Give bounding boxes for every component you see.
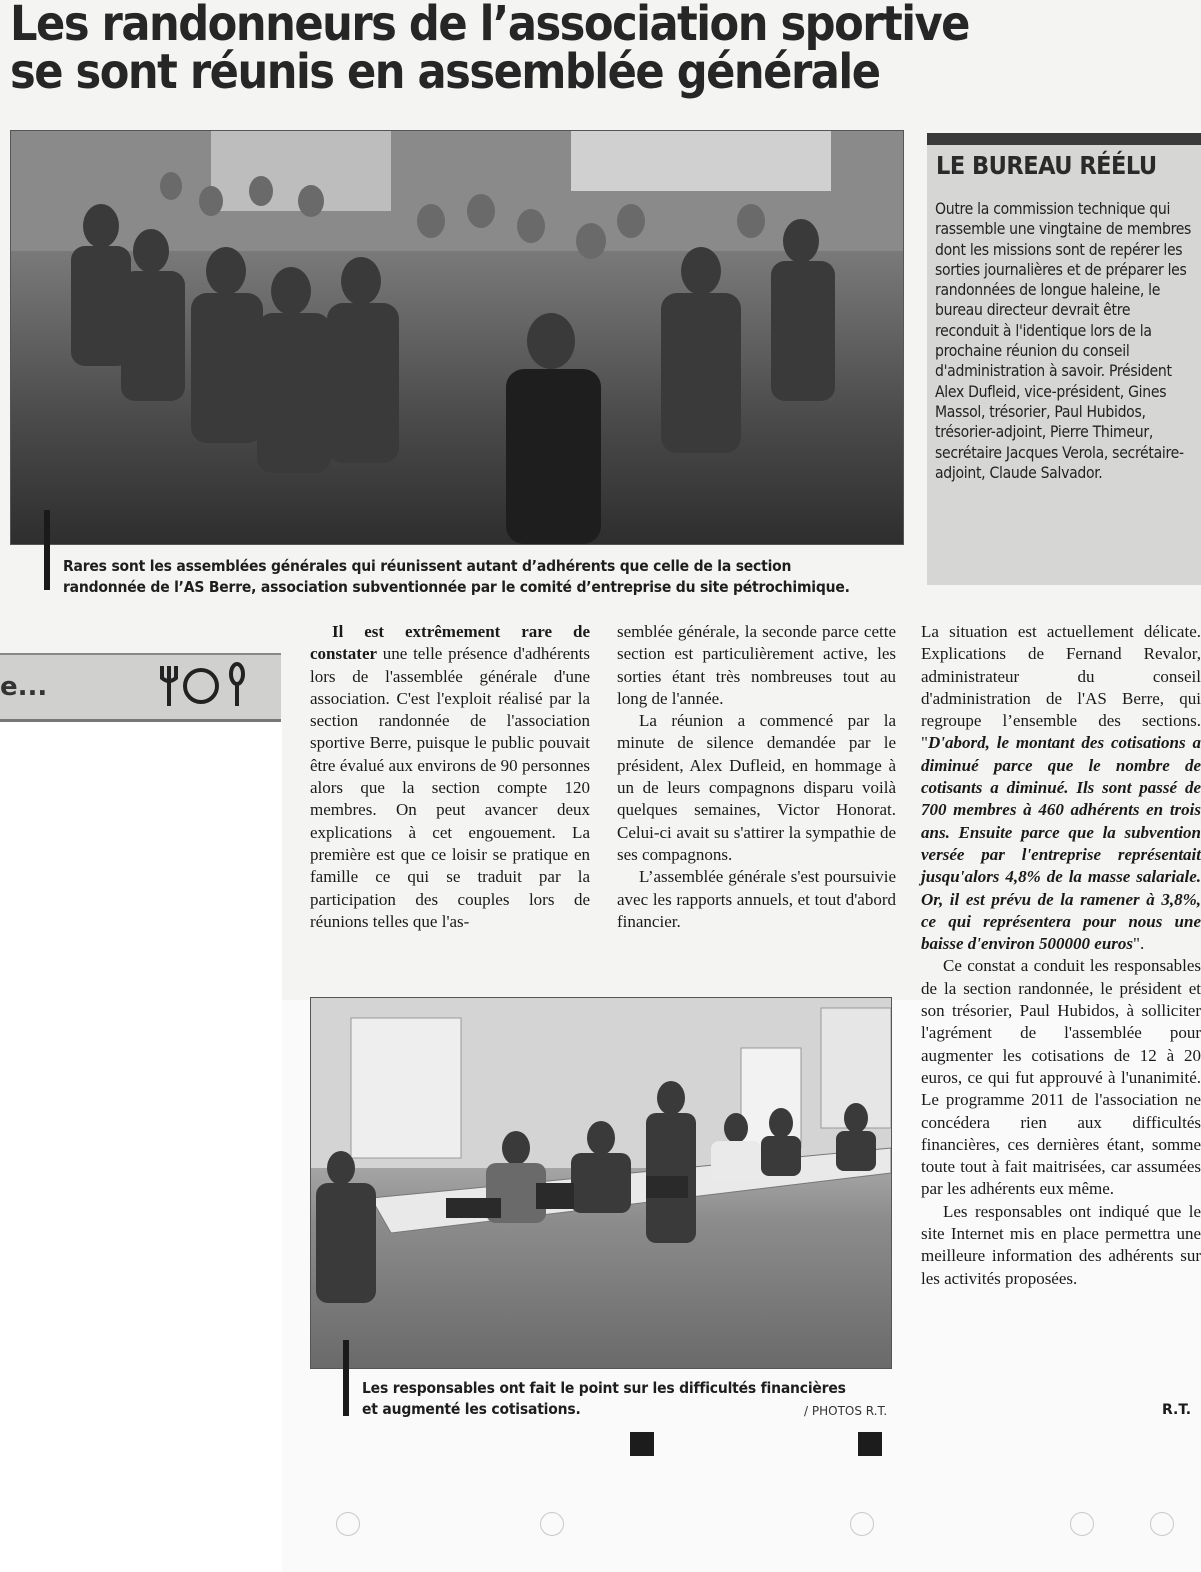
lead-in: Il est extrêmement rare de constater bbox=[310, 622, 590, 664]
print-mark bbox=[858, 1432, 882, 1456]
print-mark bbox=[630, 1432, 654, 1456]
photo2-caption: Les responsables ont fait le point sur les difficultés financières et augmenté les cotisations. bbox=[362, 1379, 846, 1418]
audience-illustration bbox=[11, 131, 903, 544]
emboss-mark bbox=[540, 1512, 564, 1536]
emboss-mark bbox=[1070, 1512, 1094, 1536]
fork-plate-knife-icon bbox=[157, 660, 249, 710]
photo-audience bbox=[10, 130, 904, 545]
emboss-mark bbox=[1150, 1512, 1174, 1536]
food-tab-text: e... bbox=[0, 672, 48, 702]
sidebar-title: LE BUREAU RÉÉLU bbox=[936, 151, 1157, 180]
article-column-1: Il est extrêmement rare de constater une telle présence d'adhérents lors de l'assemblée générale d'une association. C'est l'exploit réalisé par la section randonnée de l'association sportive Berre, puisque le public pouvait être évalué aux environs de 90 personnes alors que la section compte 120 membres. On peut avancer deux explications à cet engouement. La première est que ce loisir se pratique en famille ce qui se traduit par la participation des couples lors de réunions telles que l'as- bbox=[310, 622, 590, 931]
headline bbox=[10, 0, 1000, 100]
sidebar-body: Outre la commission technique qui rassemble une vingtaine de membres dont les missions sont de repérer les sorties journalières et de préparer les randonnées de longue haleine, le bureau directeur devrait être reconduit à l'identique lors de la prochaine réunion du conseil d'administration à savoir. Président Alex Dufleid, vice-président, Gines Massol, trésorier, Paul Hubidos, trésorier-adjoint, Pierre Thimeur, secrétaire Jacques Verola, secrétaire-adjoint, Claude Salvador. bbox=[935, 200, 1192, 482]
panel-illustration bbox=[311, 998, 891, 1368]
col3-paragraph-3: Les responsables ont indiqué que le site Internet mis en place permettra une meilleure information des adhérents sur les activités proposées. bbox=[921, 1201, 1201, 1288]
byline: R.T. bbox=[1162, 1402, 1192, 1418]
col2-paragraph-2: La réunion a commencé par la minute de silence demandée par le président, Alex Dufleid, en hommage à un de leurs compagnons disparu voilà quelques semaines, Victor Honorat. Celui-ci avait su s'attirer la sympathie de ses compagnons. bbox=[617, 711, 896, 864]
headline-line-2: se sont réunis en assemblée générale bbox=[10, 44, 880, 100]
headline-line-1: Les randonneurs de l’association sportive bbox=[10, 0, 969, 52]
caption-bar-2 bbox=[343, 1340, 349, 1416]
emboss-mark bbox=[336, 1512, 360, 1536]
col2-paragraph-1: semblée générale, la seconde parce cette section est particulièrement active, les sorties étant très nombreuses tout au long de l'année. bbox=[617, 622, 896, 708]
emboss-mark bbox=[850, 1512, 874, 1536]
col2-paragraph-3: L’assemblée générale s'est poursuivie avec les rapports annuels, et tout d'abord financier. bbox=[617, 867, 896, 931]
col3-paragraph-1: La situation est actuellement délicate. Explications de Fernand Revalor, administrateur du conseil d'administration de l'AS Berre, qui regroupe l’ensemble des sections. "D'abord, le montant des cotisations a diminué parce que le nombre de cotisants a diminué. Ils sont passé de 700 membres à 460 adhérents en trois ans. Ensuite parce que la subvention versée par l'entreprise représentait jusqu'alors 4,8% de la masse salariale. Or, il est prévu de la ramener à 3,8%, ce qui représentera pour nous une baisse d'environ 500000 euros". bbox=[921, 622, 1201, 954]
photo1-caption: Rares sont les assemblées générales qui réunissent autant d’adhérents que celle de la section randonnée de l’AS Berre, association subventionnée par le comité d’entreprise du site pétrochimique. bbox=[63, 557, 850, 596]
blank-margin bbox=[0, 720, 282, 1572]
caption-bar bbox=[44, 510, 50, 590]
photo-panel bbox=[310, 997, 892, 1369]
article-column-2 bbox=[617, 621, 896, 933]
article-column-3 bbox=[921, 621, 1201, 1290]
photo-credit: / PHOTOS R.T. bbox=[804, 1404, 888, 1418]
col3-paragraph-2: Ce constat a conduit les responsables de la section randonnée, le président et son trésorier, Paul Hubidos, à solliciter l'agrément de l'assemblée pour augmenter les cotisations de 12 à 20 euros, ce qui fut approuvé à l'unanimité. Le programme 2011 de l'association ne concédera rien aux difficultés financières, ces dernières étant, somme toute tout à fait maitrisées, car assumées par les adhérents eux même. bbox=[921, 956, 1201, 1199]
